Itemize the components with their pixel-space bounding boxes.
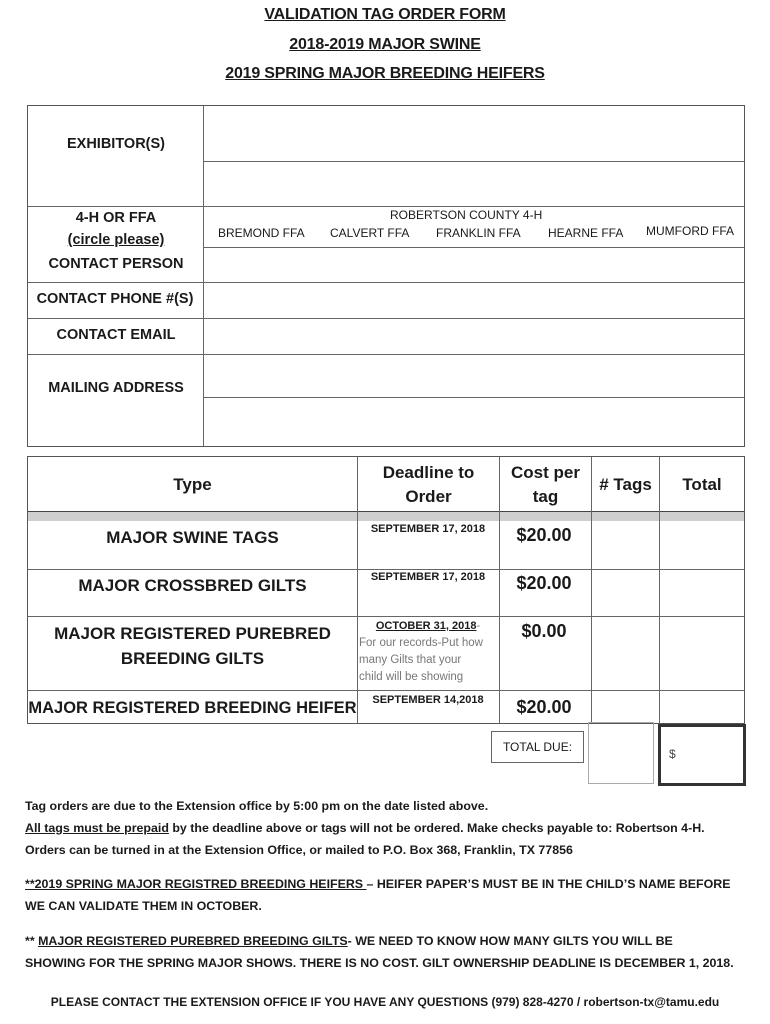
row-purebred-note-line2: many Gilts that your [359,654,462,666]
contact-info-table [27,105,745,447]
org-mumford-ffa[interactable]: MUMFORD FFA [646,224,734,238]
row-swine-total-input[interactable] [662,523,742,567]
row-purebred-cost: $0.00 [521,621,567,641]
contact-email-label: CONTACT EMAIL [56,327,176,343]
row-purebred-type-line1: MAJOR REGISTERED PUREBRED [54,624,331,643]
org-hearne-ffa[interactable]: HEARNE FFA [548,226,624,240]
org-robertson-county-4h[interactable]: ROBERTSON COUNTY 4-H [390,208,543,222]
row-purebred-deadline-suffix: - [476,620,481,632]
gilts-note-rest: - WE NEED TO KNOW HOW MANY GILTS YOU WILL BE [347,934,673,948]
row-purebred-note-line1: For our records-Put how [359,637,483,649]
col-cost-line2: tag [532,486,559,506]
club-label: 4-H OR FFA [75,210,157,226]
form-subtitle-heifers: 2019 SPRING MAJOR BREEDING HEIFERS [225,65,545,82]
gilts-note-prefix: ** [25,934,39,948]
row-purebred-deadline-date: OCTOBER 31, 2018 [375,620,477,632]
heifer-note-rest: – HEIFER PAPER’S MUST BE IN THE CHILD’S NAME BEFORE [366,877,731,891]
col-deadline-header [358,457,499,512]
row-purebred-deadline [359,620,497,632]
row-purebred-note-line3: child will be showing [359,671,464,683]
row-swine-tags-input[interactable] [594,523,656,567]
row-crossbred-type: MAJOR CROSSBRED GILTS [78,576,307,595]
row-heifer-type: MAJOR REGISTERED BREEDING HEIFER [28,699,357,717]
col-cost-header [500,457,591,512]
row-crossbred-deadline: SEPTEMBER 17, 2018 [370,571,486,583]
heifer-note [25,873,755,895]
org-franklin-ffa[interactable]: FRANKLIN FFA [436,226,521,240]
heifer-note-emphasis: **2019 SPRING MAJOR REGISTRED BREEDING HEIFERS [25,877,367,891]
row-swine-cost: $20.00 [516,525,572,545]
prepaid-emphasis: All tags must be prepaid [25,821,169,835]
row-crossbred-cost: $20.00 [516,573,572,593]
total-tags-box[interactable] [588,722,654,784]
col-tags-header: # Tags [599,474,652,494]
contact-person-label: CONTACT PERSON [48,256,184,272]
form-subtitle-swine: 2018-2019 MAJOR SWINE [289,36,481,53]
instructions-due: Tag orders are due to the Extension office by 5:00 pm on the date listed above. [25,799,489,813]
row-purebred-tags-input[interactable] [594,618,656,688]
circle-please-label: (circle please) [67,232,165,248]
contact-email-field[interactable] [206,321,742,351]
row-purebred-type-line2: BREEDING GILTS [120,649,265,668]
org-calvert-ffa[interactable]: CALVERT FFA [330,226,410,240]
col-deadline-line2: Order [405,486,452,506]
header-shading [28,512,744,521]
org-bremond-ffa[interactable]: BREMOND FFA [218,226,305,240]
contact-footer: PLEASE CONTACT THE EXTENSION OFFICE IF YOU HAVE ANY QUESTIONS (979) 828-4270 / robertson-tx@tamu.edu [50,995,720,1009]
contact-person-field[interactable] [206,250,742,280]
grand-total-box[interactable] [658,724,746,786]
mailing-address-field-1[interactable] [206,358,742,394]
col-deadline-line1: Deadline to [382,462,475,482]
row-swine-type: MAJOR SWINE TAGS [106,528,279,547]
row-swine-deadline: SEPTEMBER 17, 2018 [370,523,486,535]
row-crossbred-total-input[interactable] [662,571,742,614]
row-heifer-tags-input[interactable] [594,692,656,722]
row-heifer-total-input[interactable] [662,692,742,722]
mailing-address-label: MAILING ADDRESS [48,380,184,396]
contact-phone-field[interactable] [206,286,742,316]
gilts-note-emphasis: MAJOR REGISTERED PUREBRED BREEDING GILTS [38,934,348,948]
col-cost-line1: Cost per [511,462,580,482]
row-crossbred-tags-input[interactable] [594,571,656,614]
row-heifer-cost: $20.00 [516,697,572,717]
mailing-address-field-2[interactable] [206,401,742,441]
col-type-header: Type [173,474,212,494]
currency-symbol: $ [669,747,676,761]
gilts-note [25,930,755,952]
exhibitors-label: EXHIBITOR(S) [66,136,166,152]
row-heifer-deadline: SEPTEMBER 14,2018 [372,694,484,706]
form-title: VALIDATION TAG ORDER FORM [264,6,506,23]
exhibitor-field-1[interactable] [206,116,742,158]
instructions-prepaid [25,817,755,839]
order-table [27,456,745,724]
col-total-header: Total [682,474,722,494]
heifer-note-line2: WE CAN VALIDATE THEM IN OCTOBER. [25,899,262,913]
instructions-mailing: Orders can be turned in at the Extension Office, or mailed to P.O. Box 368, Franklin, TX 77856 [25,843,573,857]
row-purebred-total-input[interactable] [662,618,742,688]
total-due-label: TOTAL DUE: [491,731,584,763]
gilts-note-line2: SHOWING FOR THE SPRING MAJOR SHOWS. THERE IS NO COST. GILT OWNERSHIP DEADLINE IS DECEMBER 1, 2018. [25,956,734,970]
prepaid-rest: by the deadline above or tags will not be ordered. Make checks payable to: Robertson 4-H. [168,821,705,835]
contact-phone-label: CONTACT PHONE #(S) [36,291,194,307]
exhibitor-field-2[interactable] [206,166,742,204]
